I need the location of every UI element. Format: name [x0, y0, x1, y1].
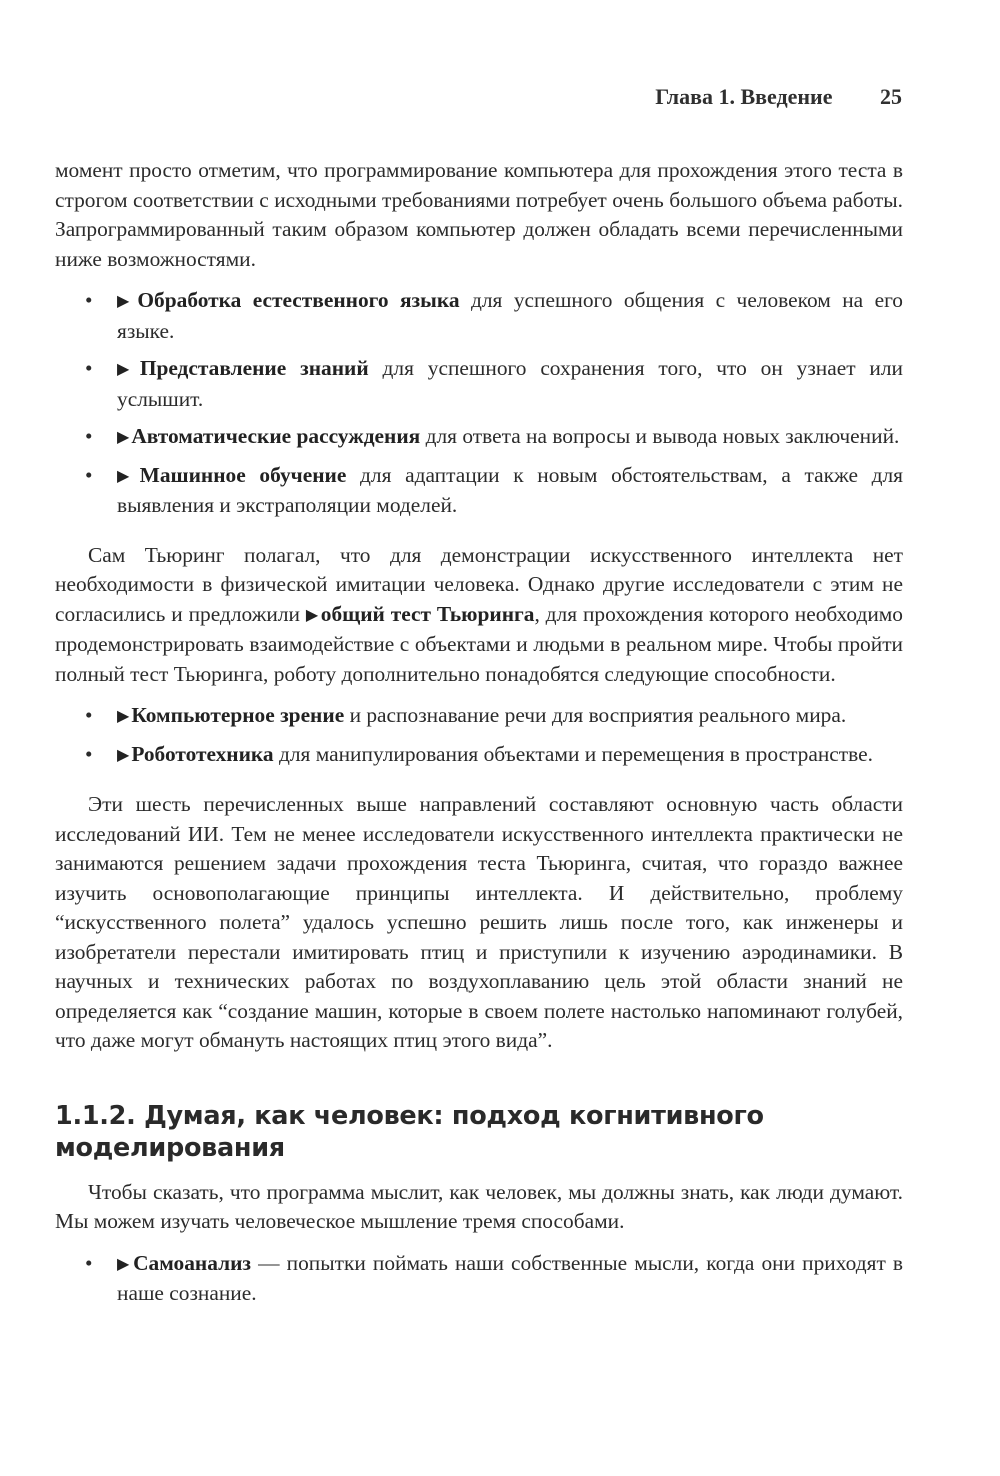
- item-text: для адаптации к новым обстоятельствам, а также для выявления и экстраполяции моделей.: [117, 462, 904, 517]
- body-text: [55, 156, 903, 1317]
- paragraph-4: Чтобы сказать, что программа мыслит, как человек, мы должны знать, как люди думают. Мы можем изучать человеческое мышление тремя способами.: [55, 1179, 903, 1233]
- arrow-icon: ▶: [117, 359, 138, 378]
- arrow-icon: ▶: [117, 1253, 132, 1273]
- capabilities-list: [55, 286, 903, 521]
- list-item: [55, 354, 903, 414]
- robot-abilities-list: [55, 701, 903, 770]
- term-text: Робототехника: [131, 741, 274, 766]
- paragraph-2: [55, 541, 903, 690]
- bullet-icon: •: [85, 741, 93, 766]
- item-text: — попытки поймать наши собственные мысли, когда они приходят в наше сознание.: [117, 1250, 903, 1305]
- page-number: 25: [880, 84, 902, 109]
- bullet-icon: •: [85, 703, 93, 727]
- term-text: Автоматические рассуждения: [131, 424, 421, 448]
- list-item: [55, 461, 903, 521]
- term-text: Машинное обучение: [139, 462, 347, 487]
- paragraph-2-end: , для прохождения которого необходимо продемонстрировать взаимодействие с объектами и людьми в реальном мире. Чтобы пройти полный тест Тьюринга, роботу дополнительно понадобятся следующие способности.: [55, 601, 904, 686]
- arrow-icon: ▶: [117, 744, 130, 764]
- term-text: Обработка естественного языка: [137, 288, 460, 312]
- arrow-icon: ▶: [117, 706, 130, 725]
- section-heading: 1.1.2. Думая, как человек: подход когнитивного моделирования: [55, 1100, 764, 1163]
- arrow-icon: ▶: [305, 604, 319, 624]
- list-item: [55, 740, 903, 771]
- arrow-icon: ▶: [117, 291, 136, 310]
- item-text: для успешного сохранения того, что он узнает или услышит.: [117, 356, 903, 411]
- term-text: Представление знаний: [139, 356, 369, 380]
- arrow-icon: ▶: [117, 427, 130, 446]
- list-item: [55, 701, 903, 732]
- term-text: Самоанализ: [133, 1250, 252, 1275]
- term-link[interactable]: [117, 703, 344, 727]
- arrow-icon: ▶: [117, 465, 138, 485]
- methods-list: [55, 1249, 903, 1309]
- bullet-icon: •: [85, 424, 93, 448]
- list-item: [55, 286, 903, 346]
- item-text: и распознавание речи для восприятия реального мира.: [344, 703, 847, 727]
- term-link[interactable]: [117, 463, 346, 487]
- list-item: [55, 1249, 903, 1309]
- item-text: для успешного общения с человеком на его языке.: [117, 288, 904, 343]
- term-text: общий тест Тьюринга: [320, 601, 535, 626]
- paragraph-3: Эти шесть перечисленных выше направлений составляют основную часть области исследований ИИ. Тем не менее исследователи искусственного интеллекта практически не занимаются решением задачи прохождения теста Тьюринга, считая, что гораздо важнее изучить основополагающие принципы интеллекта. И действительно, проблему “искусственного полета” удалось успешно решить лишь после того, как инженеры и изобретатели перестали имитировать птиц и приступили к изучению аэродинамики. В научных и технических работах по воздухоплаванию цель этой области знаний не определяется как “создание машин, которые в своем полете настолько напоминают голубей, что даже могут обмануть настоящих птиц этого вида”.: [55, 792, 903, 1052]
- bullet-icon: •: [85, 1250, 93, 1275]
- term-link[interactable]: [117, 1251, 251, 1275]
- term-link[interactable]: [306, 602, 535, 626]
- term-text: Компьютерное зрение: [131, 703, 345, 727]
- bullet-icon: •: [85, 288, 93, 312]
- running-head: [655, 84, 902, 110]
- paragraph-1: момент просто отметим, что программирование компьютера для прохождения этого теста в строгом соответствии с исходными требованиями потребует очень большого объема работы. Запрограммированный таким образом компьютер должен обладать всеми перечисленными ниже возможностями.: [55, 158, 903, 271]
- term-link[interactable]: [117, 424, 420, 448]
- bullet-icon: •: [85, 356, 93, 380]
- bullet-icon: •: [85, 462, 93, 487]
- item-text: для ответа на вопросы и вывода новых заключений.: [420, 424, 900, 448]
- item-text: для манипулирования объектами и перемещения в пространстве.: [273, 741, 873, 766]
- list-item: [55, 422, 903, 453]
- term-link[interactable]: [117, 356, 369, 380]
- term-link[interactable]: [117, 288, 460, 312]
- term-link[interactable]: [117, 742, 274, 766]
- chapter-title: Глава 1. Введение: [655, 84, 833, 109]
- paragraph-2-start: Сам Тьюринг полагал, что для демонстрации искусственного интеллекта нет необходимости в физической имитации человека. Однако другие исследователи с этим не согласились и предложили: [55, 542, 903, 626]
